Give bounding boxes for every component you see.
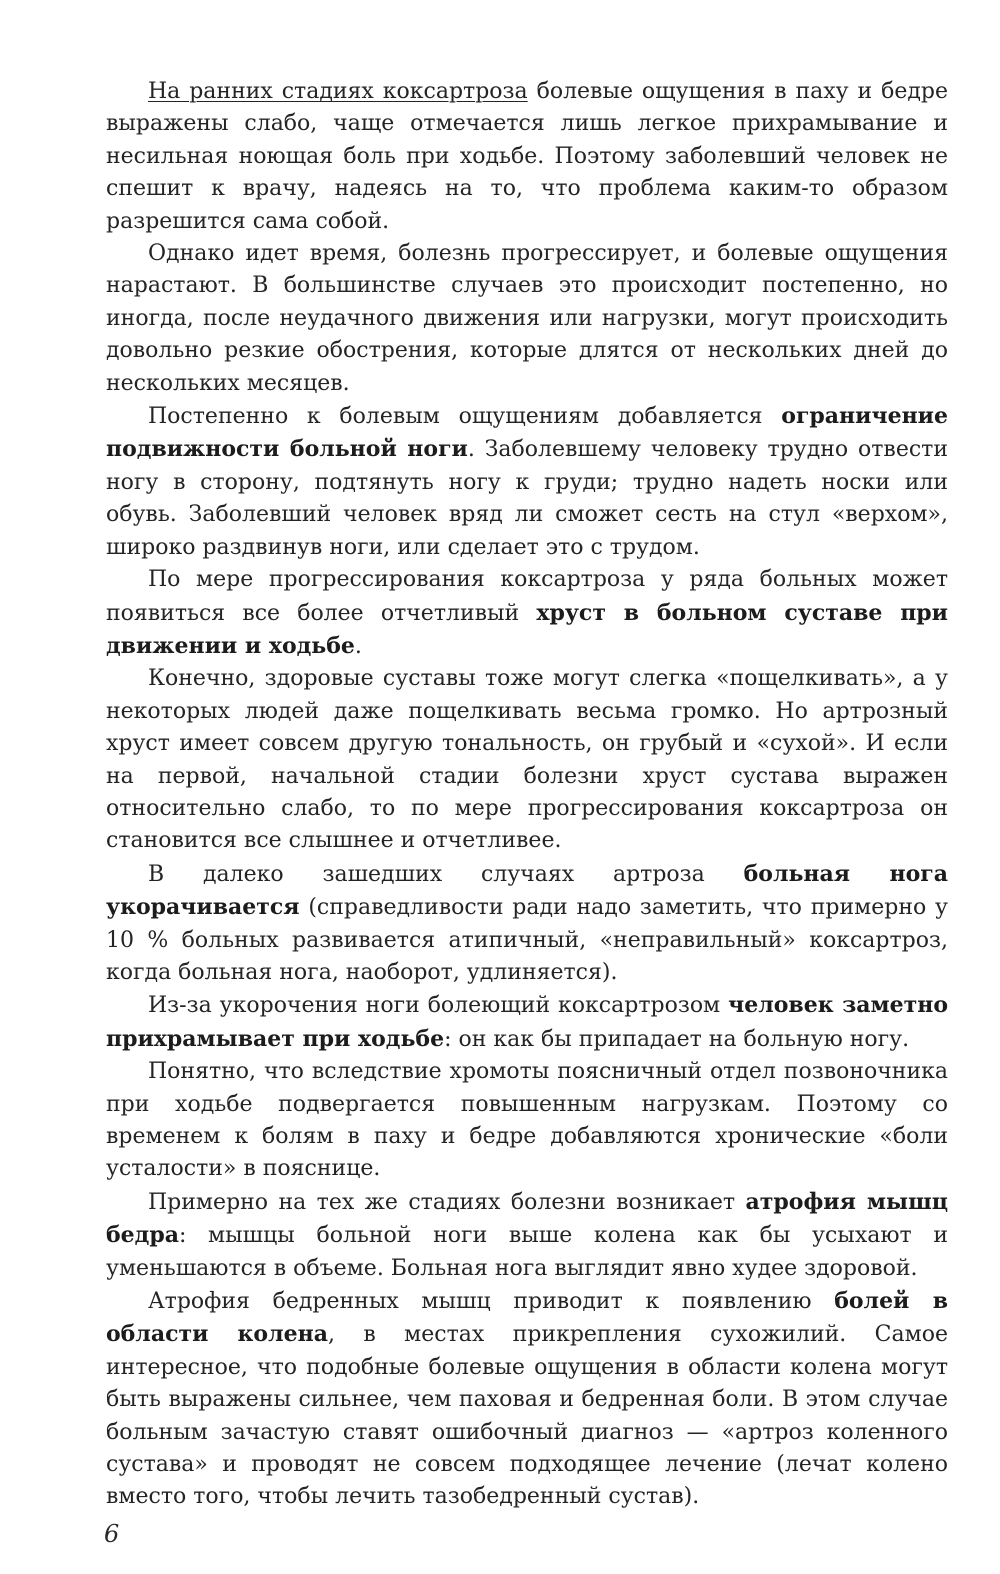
text-run: Понятно, что вследствие хромоты поясничный отдел позвоночника при ходьбе подвергается повышенным нагрузкам. Поэтому со временем к болям в паху и бедре добавляются хронические «боли усталости» в пояснице. <box>106 1059 948 1182</box>
bold-term: болей в области колена <box>106 1288 949 1348</box>
paragraph-healthy-joints <box>106 663 948 857</box>
text-run: Из-за укорочения ноги болеющий коксартрозом <box>148 993 729 1019</box>
paragraph-crunching <box>106 564 948 663</box>
paragraph-limited-mobility <box>106 400 948 564</box>
bold-term: хруст в больном суставе при движении и ходьбе <box>106 599 948 659</box>
text-run: : мышцы больной ноги выше колена как бы усыхают и уменьшаются в объеме. Больная нога выглядит явно худее здоровой. <box>106 1223 948 1281</box>
body-text <box>106 76 948 1514</box>
paragraph-early-stages <box>106 76 948 238</box>
text-run: По мере прогрессирования коксартроза у ряда больных может появиться все более отчетливый <box>106 567 948 626</box>
bold-term: атрофия мышц бедра <box>106 1188 948 1249</box>
text-run: Однако идет время, болезнь прогрессирует, и болевые ощущения нарастают. В большинстве случаев это происходит постепенно, но иногда, после неудачного движения или нагрузки, могут происходить довольно резкие обострения, которые длятся от нескольких дней до нескольких месяцев. <box>106 241 948 396</box>
text-run: . Заболевшему человеку трудно отвести ногу в сторону, подтянуть ногу к груди; трудно надеть носки или обувь. Заболевший человек вряд ли сможет сесть на стул «верхом», широко раздвинув ноги, или сделает это с трудом. <box>106 437 948 560</box>
paragraph-limping <box>106 989 948 1056</box>
paragraph-knee-pain <box>106 1285 948 1514</box>
text-run: Примерно на тех же стадиях болезни возникает <box>148 1189 746 1215</box>
text-run: . <box>354 633 362 659</box>
text-run: Конечно, здоровые суставы тоже могут слегка «пощелкивать», а у некоторых людей даже пощелкивать весьма громко. Но артрозный хруст имеет совсем другую тональность, он грубый и «сухой». И если на первой, начальной стадии болезни хруст сустава выражен относительно слабо, то по мере прогрессирования коксартроза он становится все слышнее и отчетливее. <box>106 666 948 854</box>
text-run: Постепенно к болевым ощущениям добавляется <box>148 404 782 430</box>
text-run: , в местах прикрепления сухожилий. Самое интересное, что подобные болевые ощущения в области колена могут быть выражены сильнее, чем паховая и бедренная боли. В этом случае больным зачастую ставят ошибочный диагноз — «артроз коленного сустава» и проводят не совсем подходящее лечение (лечат колено вместо того, чтобы лечить тазобедренный сустав). <box>106 1322 949 1510</box>
bold-term: ограничение подвижности больной ноги <box>106 403 948 463</box>
text-run: болевые ощущения в паху и бедре выражены слабо, чаще отмечается лишь легкое прихрамывание и несильная ноющая боль при ходьбе. Поэтому заболевший человек не спешит к врачу, надеясь на то, что проблема каким-то образом разрешится сама собой. <box>106 79 948 234</box>
underlined-phrase: На ранних стадиях коксартроза <box>148 79 528 104</box>
bold-term: больная нога укорачивается <box>106 860 948 921</box>
bold-term: человек заметно прихрамывает при ходьбе <box>106 992 948 1052</box>
text-run: (справедливости ради надо заметить, что примерно у 10 % больных развивается атипичный, «неправильный» коксартроз, когда больная нога, наоборот, удлиняется). <box>106 895 948 985</box>
page-number: 6 <box>104 1520 120 1548</box>
paragraph-muscle-atrophy <box>106 1186 948 1285</box>
paragraph-progression <box>106 238 948 400</box>
text-run: Атрофия бедренных мышц приводит к появлению <box>148 1289 835 1315</box>
paragraph-lumbar-load <box>106 1056 948 1186</box>
text-run: В далеко зашедших случаях артроза <box>148 861 744 887</box>
text-run: : он как бы припадает на больную ногу. <box>444 1026 910 1052</box>
paragraph-leg-shortening <box>106 858 948 990</box>
